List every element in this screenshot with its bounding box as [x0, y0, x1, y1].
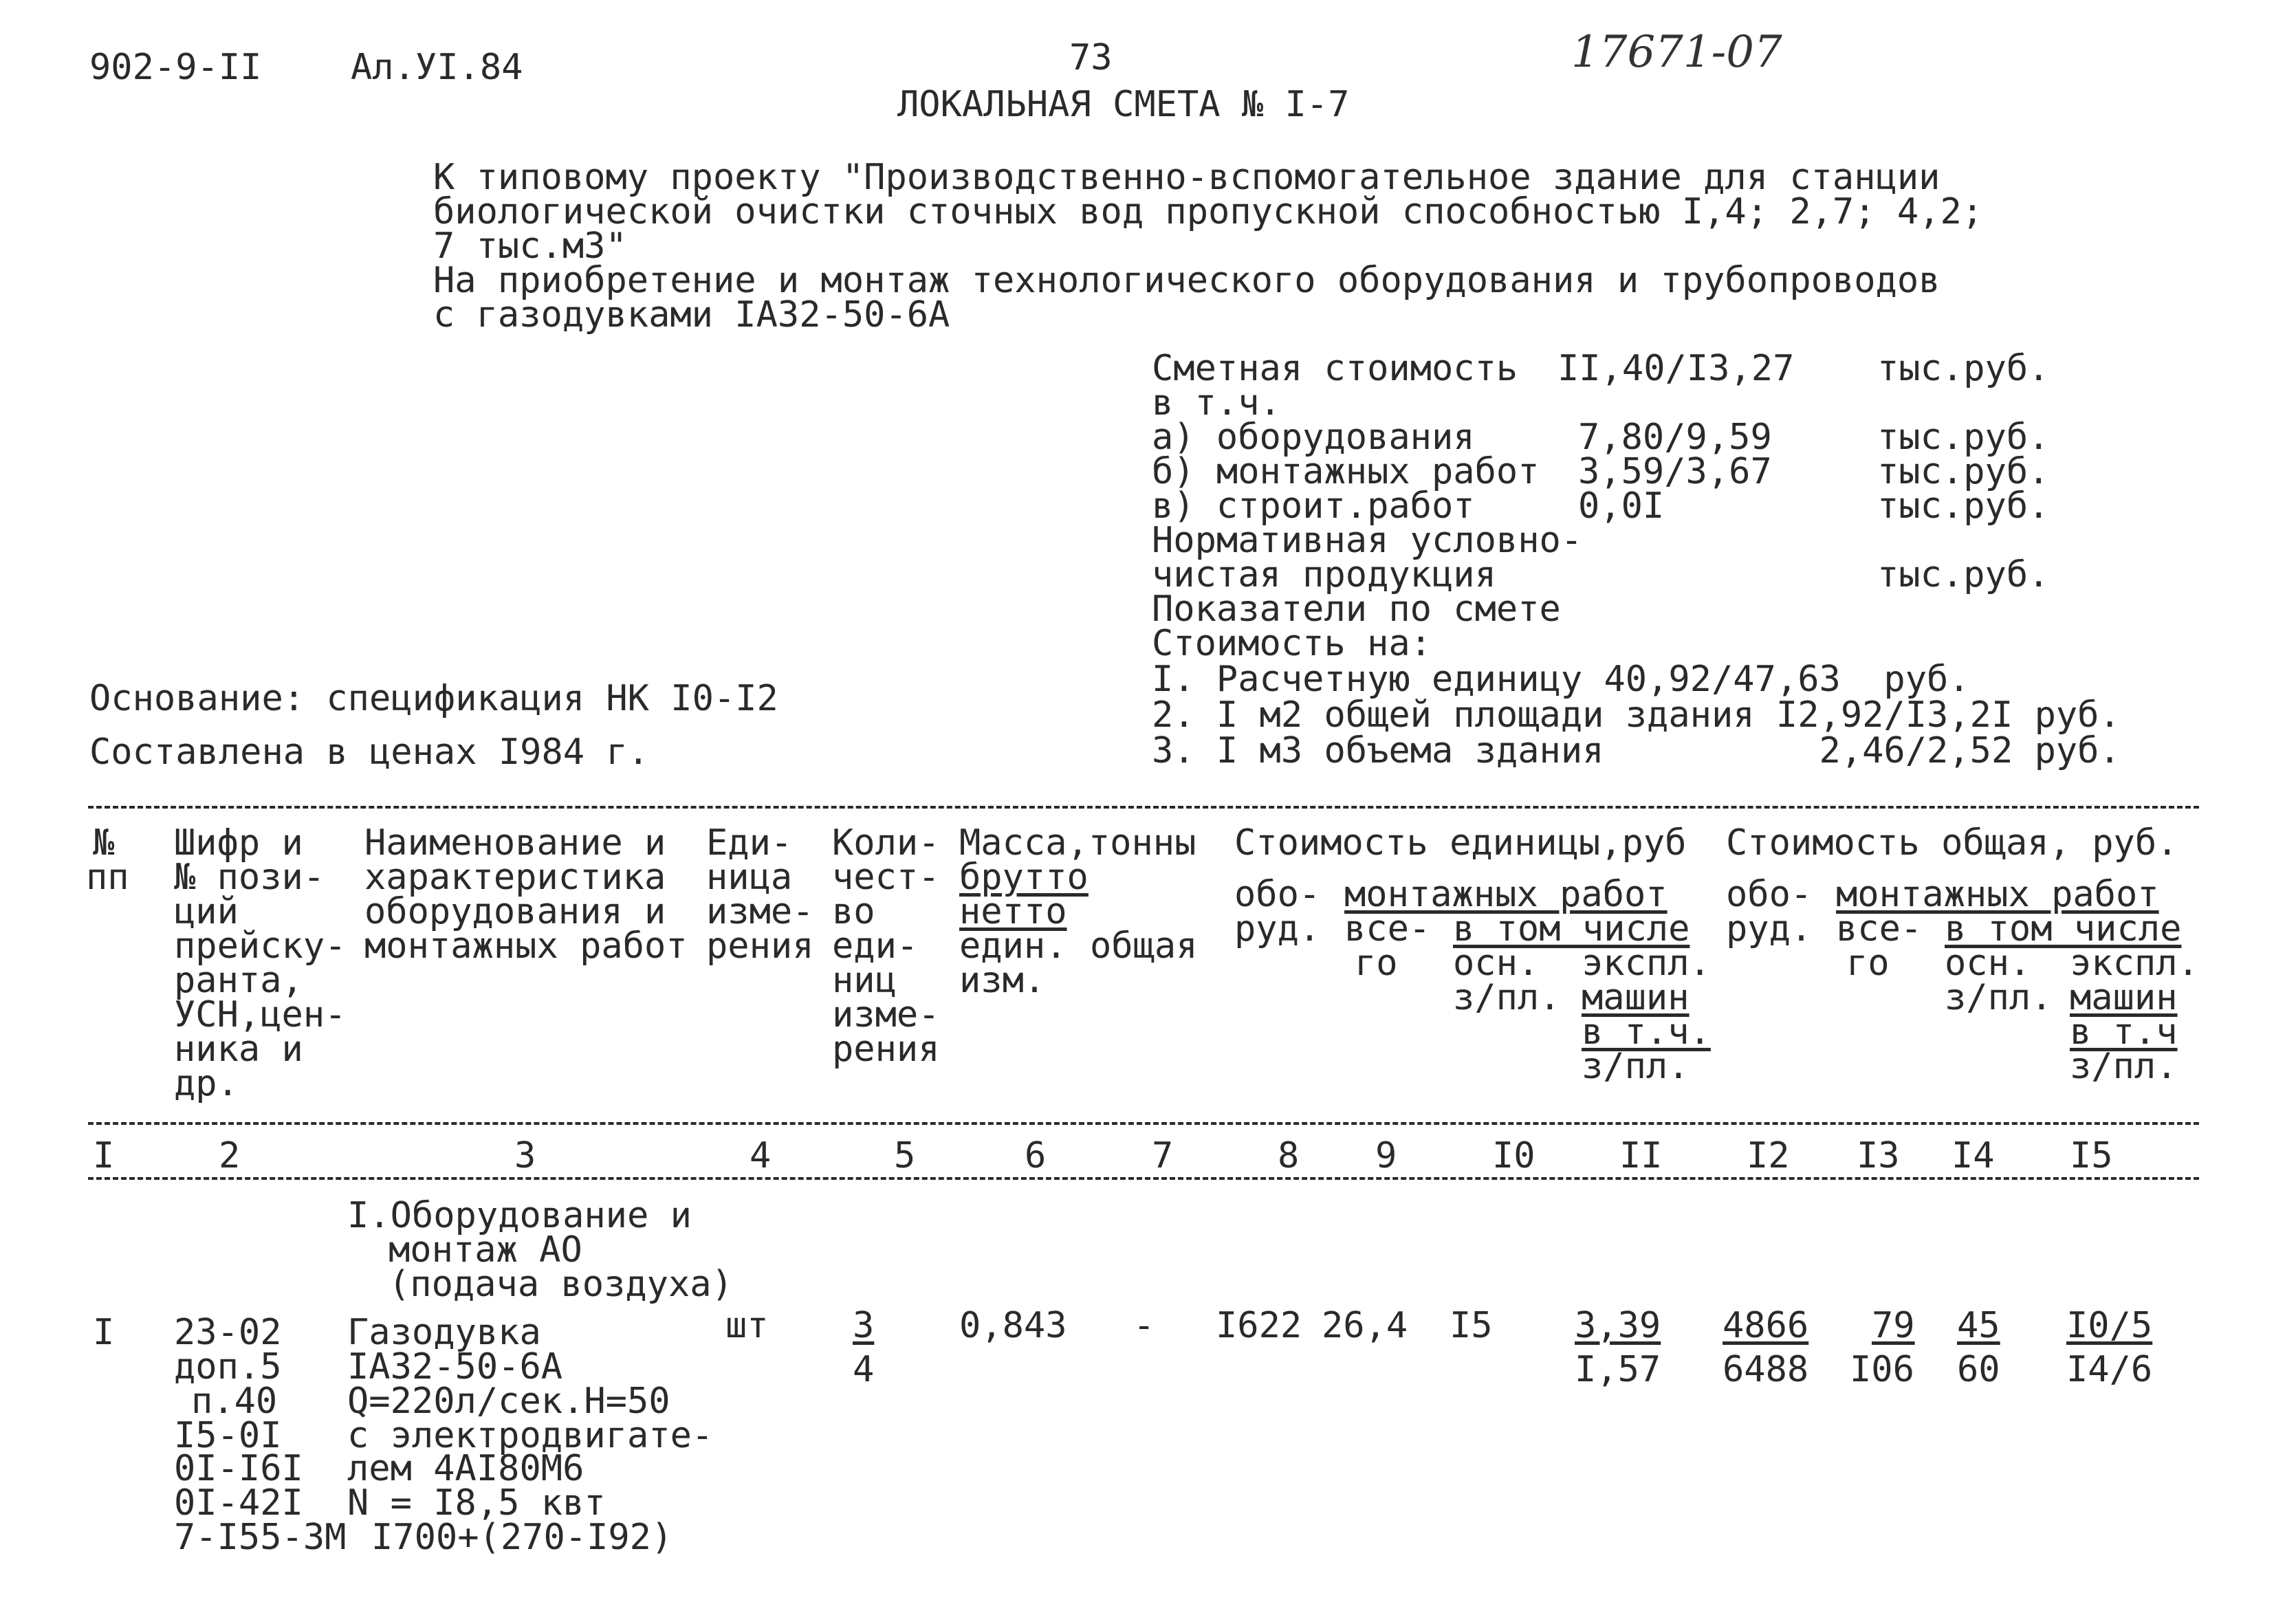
basis-line: Основание: спецификация НК I0-I2: [89, 678, 778, 719]
cost-value: 0,0I: [1578, 485, 1665, 527]
row-qty-bottom: 4: [853, 1349, 875, 1390]
col-code-header: прейску-: [174, 925, 347, 967]
cost-unit: тыс.руб.: [1877, 348, 2050, 389]
row-name: N = I8,5 квт: [347, 1482, 606, 1524]
row-cost-wage: I5: [1450, 1305, 1493, 1346]
cost-unit-ekspl: з/пл.: [1582, 1046, 1690, 1087]
col-name-header: Наименование и: [364, 822, 666, 864]
cost-label: Нормативная условно-: [1152, 520, 1583, 561]
cost-unit-osn: осн.: [1453, 943, 1540, 984]
cost-unit-header: Стоимость единицы,руб: [1234, 822, 1687, 864]
row-unit: шт: [725, 1305, 769, 1346]
col-mass-header: Масса,тонны: [959, 822, 1196, 864]
section-title: (подача воздуха): [389, 1264, 733, 1305]
row-code: п.40: [191, 1381, 278, 1422]
column-number: I3: [1857, 1135, 1900, 1176]
cost-unit-osn: з/пл.: [1453, 977, 1561, 1018]
cost-unit-vse: го: [1355, 943, 1398, 984]
row-code: 23-02: [174, 1312, 282, 1353]
col-code-header: Шифр и: [174, 822, 303, 864]
col-num-header: пп: [86, 857, 129, 898]
row-number: I: [93, 1312, 115, 1353]
col-qty-header: чест-: [832, 857, 940, 898]
col-mass-unit: един.: [959, 925, 1067, 967]
row-code: 7-I55-3М: [174, 1517, 347, 1558]
cost-label: а) оборудования: [1152, 417, 1475, 458]
cost-total-mont: монтажных работ: [1836, 874, 2159, 915]
row-name: Q=220л/сек.Н=50: [347, 1381, 670, 1422]
cost-value: II,40/I3,27: [1557, 348, 1795, 389]
col-unit-header: изме-: [706, 891, 814, 932]
row-name: I700+(270-I92): [371, 1517, 673, 1558]
row-cost-machines-top: 3,39: [1575, 1305, 1661, 1346]
cost-total-vse: го: [1846, 943, 1890, 984]
row-mass-total: -: [1133, 1305, 1155, 1346]
row-name: Газодувка: [347, 1312, 541, 1353]
cost-unit-vse: все-: [1344, 908, 1431, 950]
column-number: II: [1619, 1135, 1663, 1176]
numbers-bottom-rule: [88, 1177, 2199, 1180]
row-total-machines-top: I0/5: [2066, 1305, 2153, 1346]
intro-line: биологической очистки сточных вод пропускной способностью I,4; 2,7; 4,2;: [433, 191, 1984, 232]
header-bottom-rule: [88, 1122, 2199, 1125]
col-unit-header: ница: [706, 857, 793, 898]
row-code: I5-0I: [174, 1415, 282, 1456]
row-mass: 0,843: [959, 1305, 1067, 1346]
row-cost-machines-bottom: I,57: [1575, 1349, 1661, 1390]
col-code-header: ранта,: [174, 960, 303, 1001]
col-qty-header: ниц: [832, 960, 897, 1001]
cost-total-ekspl: в т.ч: [2070, 1011, 2178, 1053]
cost-unit-vtom: в том числе: [1453, 908, 1690, 950]
column-number: I0: [1492, 1135, 1535, 1176]
col-qty-header: изме-: [832, 994, 940, 1035]
cost-unit-obo: руд.: [1234, 908, 1321, 950]
column-number: 7: [1152, 1135, 1174, 1176]
section-title: I.Оборудование и: [347, 1195, 692, 1236]
cost-label: в) строит.работ: [1152, 485, 1475, 527]
document-title: ЛОКАЛЬНАЯ СМЕТА № I-7: [897, 84, 1350, 125]
cost-total-vtom: в том числе: [1945, 908, 2182, 950]
col-qty-header: во: [832, 891, 875, 932]
cost-total-header: Стоимость общая, руб.: [1726, 822, 2178, 864]
column-number: 6: [1025, 1135, 1047, 1176]
col-num-header: №: [93, 822, 115, 864]
row-cost-equipment: I622: [1216, 1305, 1302, 1346]
row-total-equipment-top: 4866: [1723, 1305, 1809, 1346]
row-name: IА32-50-6А: [347, 1346, 563, 1387]
intro-line: с газодувками IА32-50-6А: [433, 294, 950, 336]
cost-label: Сметная стоимость: [1152, 348, 1518, 389]
indicator-line: 3. I м3 объема здания 2,46/2,52 руб.: [1152, 730, 2121, 771]
column-number: 9: [1375, 1135, 1397, 1176]
column-number: 4: [750, 1135, 772, 1176]
cost-total-osn: з/пл.: [1945, 977, 2053, 1018]
cost-total-ekspl: машин: [2070, 977, 2178, 1018]
column-number: I2: [1747, 1135, 1790, 1176]
indicator-line: I. Расчетную единицу 40,92/47,63 руб.: [1152, 659, 1970, 700]
row-total-install-bottom: I06: [1850, 1349, 1914, 1390]
column-number: 3: [514, 1135, 536, 1176]
column-number: I: [93, 1135, 115, 1176]
cost-unit: тыс.руб.: [1877, 417, 2050, 458]
cost-label: Стоимость на:: [1152, 623, 1432, 664]
col-name-header: характеристика: [364, 857, 666, 898]
col-name-header: монтажных работ: [364, 925, 688, 967]
column-number: 5: [894, 1135, 916, 1176]
row-qty-top: 3: [853, 1305, 875, 1346]
prices-line: Составлена в ценах I984 г.: [89, 732, 649, 773]
col-mass-netto: нетто: [959, 891, 1067, 932]
row-cost-install-total: 26,4: [1322, 1305, 1408, 1346]
column-number: 8: [1278, 1135, 1300, 1176]
cost-unit-ekspl: экспл.: [1582, 943, 1711, 984]
cost-unit-mont: монтажных работ: [1344, 874, 1668, 915]
row-total-wage-top: 45: [1957, 1305, 2000, 1346]
section-title: монтаж АО: [389, 1229, 582, 1271]
row-total-machines-bottom: I4/6: [2066, 1349, 2153, 1390]
cost-total-vse: все-: [1836, 908, 1923, 950]
intro-line: На приобретение и монтаж технологического оборудования и трубопроводов: [433, 260, 1940, 301]
project-code: 902-9-II: [89, 47, 262, 88]
row-code: доп.5: [174, 1346, 282, 1387]
intro-line: К типовому проекту "Производственно-вспомогательное здание для станции: [433, 157, 1940, 198]
col-code-header: ций: [174, 891, 239, 932]
cost-unit-ekspl: машин: [1582, 977, 1690, 1018]
col-code-header: № пози-: [174, 857, 325, 898]
col-qty-header: Коли-: [832, 822, 940, 864]
cost-value: 7,80/9,59: [1578, 417, 1772, 458]
column-number: 2: [219, 1135, 241, 1176]
cost-total-obo: руд.: [1726, 908, 1813, 950]
col-qty-header: еди-: [832, 925, 919, 967]
column-number: I4: [1952, 1135, 1995, 1176]
cost-total-osn: осн.: [1945, 943, 2031, 984]
cost-total-ekspl: з/пл.: [2070, 1046, 2178, 1087]
page-number: 73: [1069, 37, 1113, 78]
cost-total-obo: обо-: [1726, 874, 1813, 915]
col-code-header: ника и: [174, 1029, 303, 1070]
cost-unit-ekspl: в т.ч.: [1582, 1011, 1711, 1053]
intro-line: 7 тыс.м3": [433, 226, 627, 267]
cost-unit: тыс.руб.: [1877, 554, 2050, 595]
album-code: Ал.УI.84: [351, 47, 523, 88]
row-name: с электродвигате-: [347, 1415, 714, 1456]
col-name-header: оборудования и: [364, 891, 666, 932]
col-qty-header: рения: [832, 1029, 940, 1070]
cost-unit-obo: обо-: [1234, 874, 1321, 915]
col-unit-header: Еди-: [706, 822, 793, 864]
cost-unit: тыс.руб.: [1877, 451, 2050, 492]
handwritten-number: 17671-07: [1571, 27, 1782, 78]
col-code-header: УСН,цен-: [174, 994, 347, 1035]
indicator-line: 2. I м2 общей площади здания I2,92/I3,2I руб.: [1152, 694, 2121, 736]
column-number: I5: [2070, 1135, 2113, 1176]
row-name: лем 4АI80М6: [347, 1448, 584, 1489]
cost-value: 3,59/3,67: [1578, 451, 1772, 492]
cost-label: б) монтажных работ: [1152, 451, 1540, 492]
row-code: 0I-42I: [174, 1482, 303, 1524]
col-mass-brutto: брутто: [959, 857, 1089, 898]
row-total-install-top: 79: [1872, 1305, 1915, 1346]
col-code-header: др.: [174, 1063, 239, 1104]
cost-total-ekspl: экспл.: [2070, 943, 2199, 984]
table-top-rule: [88, 806, 2199, 809]
row-total-equipment-bottom: 6488: [1723, 1349, 1809, 1390]
row-total-wage-bottom: 60: [1957, 1349, 2000, 1390]
col-mass-izm: изм.: [959, 960, 1046, 1001]
col-mass-total: общая: [1090, 925, 1198, 967]
row-code: 0I-I6I: [174, 1448, 303, 1489]
cost-label: в т.ч.: [1152, 382, 1281, 424]
cost-label: Показатели по смете: [1152, 589, 1561, 630]
col-unit-header: рения: [706, 925, 814, 967]
cost-label: чистая продукция: [1152, 554, 1496, 595]
cost-unit: тыс.руб.: [1877, 485, 2050, 527]
